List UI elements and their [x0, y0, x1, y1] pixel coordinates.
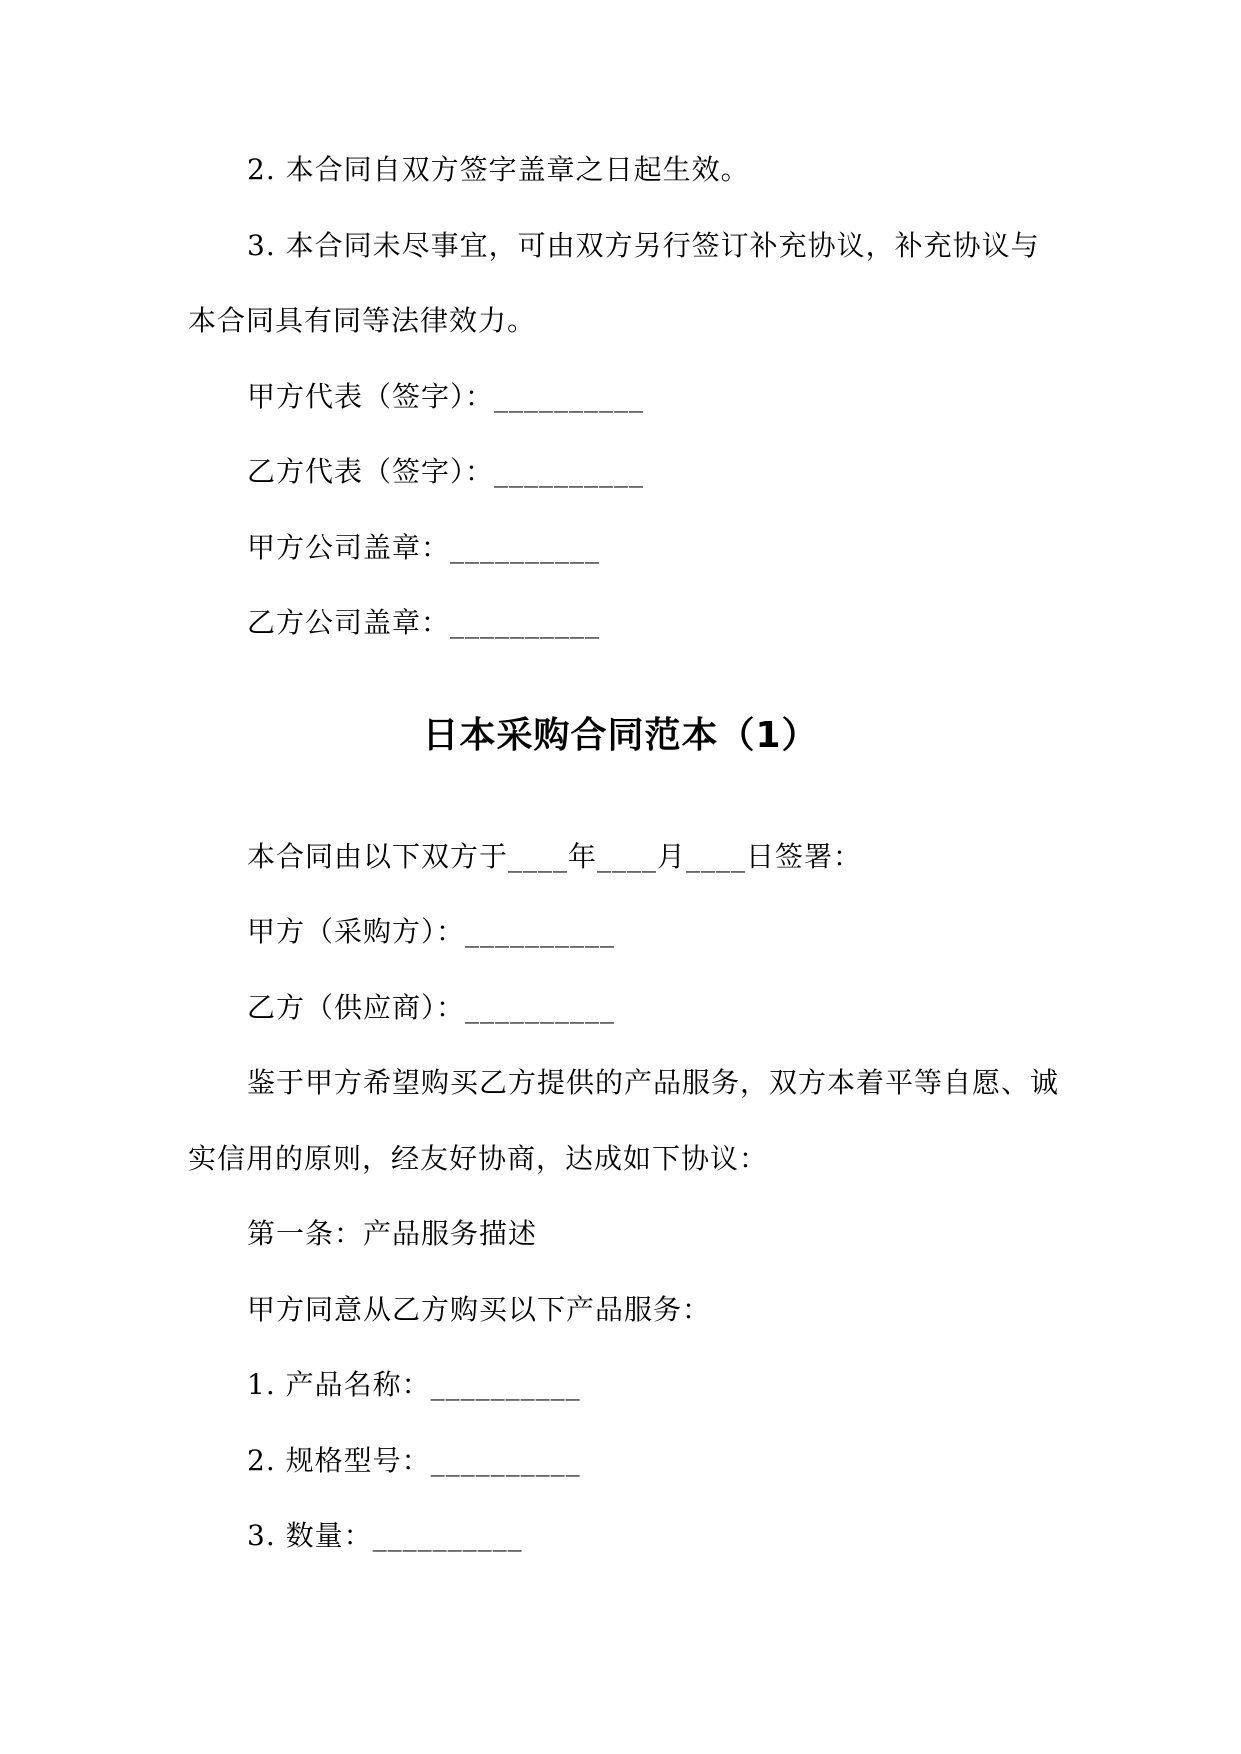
party-a-company-seal: 甲方公司盖章：__________ — [247, 531, 601, 564]
contract-signing-date: 本合同由以下双方于____年____月____日签署： — [247, 840, 863, 873]
party-a-purchaser: 甲方（采购方）：__________ — [247, 915, 616, 948]
product-name-field: 1. 产品名称：__________ — [247, 1368, 581, 1401]
product-spec-field: 2. 规格型号：__________ — [247, 1444, 581, 1477]
clause-supplement-line2: 本合同具有同等法律效力。 — [188, 304, 537, 337]
article-one-intro: 甲方同意从乙方购买以下产品服务： — [247, 1293, 712, 1326]
preamble-line1: 鉴于甲方希望购买乙方提供的产品服务，双方本着平等自愿、诚 — [247, 1066, 1060, 1099]
document-title: 日本采购合同范本（1） — [422, 715, 819, 756]
article-one-heading: 第一条：产品服务描述 — [247, 1217, 538, 1250]
clause-effective-date: 2. 本合同自双方签字盖章之日起生效。 — [247, 153, 750, 186]
product-quantity-field: 3. 数量：__________ — [247, 1519, 523, 1552]
party-b-company-seal: 乙方公司盖章：__________ — [247, 606, 601, 639]
preamble-line2: 实信用的原则，经友好协商，达成如下协议： — [188, 1142, 769, 1175]
party-a-representative-signature: 甲方代表（签字）：__________ — [247, 380, 645, 413]
party-b-representative-signature: 乙方代表（签字）：__________ — [247, 455, 645, 488]
party-b-supplier: 乙方（供应商）：__________ — [247, 991, 616, 1024]
clause-supplement-line1: 3. 本合同未尽事宜，可由双方另行签订补充协议，补充协议与 — [247, 229, 1040, 262]
